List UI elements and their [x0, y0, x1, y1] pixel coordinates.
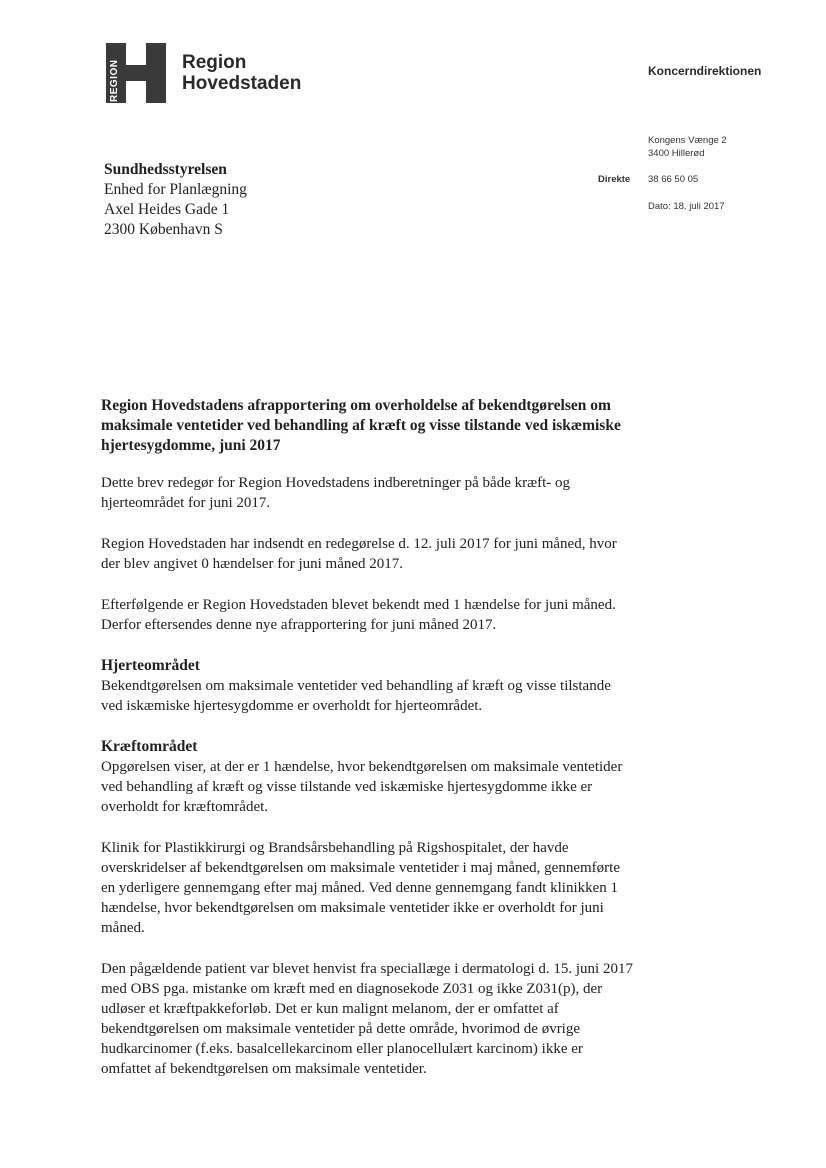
organization-name — [182, 52, 301, 94]
department-name: Koncerndirektionen — [648, 64, 762, 78]
cancer-section-text: Opgørelsen viser, at der er 1 hændelse, hvor bekendtgørelsen om maksimale ventetider ved behandling af kræft og visse tilstande ved iskæmiske hjertesygdomme ikke er overholdt for kræftområdet. — [101, 759, 623, 815]
sender-city: 3400 Hillerød — [648, 148, 705, 159]
direct-phone-number: 38 66 50 05 — [648, 174, 699, 185]
paragraph-intro: Dette brev redegør for Region Hovedstadens indberetninger på både kræft- og hjerteområdet for juni 2017. — [101, 475, 571, 511]
heart-section-heading: Hjerteområdet — [101, 657, 200, 674]
logo-vertical-word: REGION — [109, 59, 120, 103]
heart-section-text: Bekendtgørelsen om maksimale ventetider ved behandling af kræft og visse tilstande ved iskæmiske hjertesygdomme er overholdt for hjerteområdet. — [101, 678, 611, 714]
letter-subject: Region Hovedstadens afrapportering om overholdelse af bekendtgørelsen om maksimale ventetider ved behandling af kræft og visse tilstande ved iskæmiske hjertesygdomme, juni 2017 — [101, 397, 621, 454]
paragraph-patient: Den pågældende patient var blevet henvist fra speciallæge i dermatologi d. 15. juni 2017 med OBS pga. mistanke om kræft med en diagnosekode Z031 og ikke Z031(p), der udløser et kræftpakkeforløb. Det er kun malignt melanom, der er omfattet af bekendtgørelsen om maksimale ventetider på dette område, hvorimod de øvrige hudkarcinomer (f.eks. basalcellekarcinom eller planocellulært karcinom) ikke er omfattet af bekendtgørelsen om maksimale ventetider. — [101, 961, 633, 1077]
recipient-city: 2300 København S — [104, 221, 223, 238]
paragraph-report-submitted: Region Hovedstaden har indsendt en redegørelse d. 12. juli 2017 for juni måned, hvor der blev angivet 0 hændelser for juni måned 2017. — [101, 536, 617, 572]
paragraph-new-event: Efterfølgende er Region Hovedstaden blevet bekendt med 1 hændelse for juni måned. Derfor eftersendes denne nye afrapportering for juni måned 2017. — [101, 597, 616, 633]
paragraph-clinic: Klinik for Plastikkirurgi og Brandsårsbehandling på Rigshospitalet, der havde overskridelser af bekendtgørelsen om maksimale ventetider i maj måned, gennemførte en yderligere gennemgang efter maj måned. Ved denne gennemgang fandt klinikken 1 hændelse, hvor bekendtgørelsen om maksimale ventetider ikke er overholdt for juni måned. — [101, 840, 620, 936]
sender-address — [648, 134, 727, 160]
recipient-name: Sundhedsstyrelsen — [104, 161, 227, 178]
recipient-street: Axel Heides Gade 1 — [104, 201, 230, 218]
organization-name-line1: Region — [182, 52, 247, 73]
organization-name-line2: Hovedstaden — [182, 73, 302, 94]
letter-body — [96, 396, 636, 1100]
recipient-address — [104, 160, 247, 240]
recipient-unit: Enhed for Planlægning — [104, 181, 247, 198]
cancer-section-heading: Kræftområdet — [101, 738, 198, 755]
direct-phone-label: Direkte — [598, 174, 631, 185]
sender-street: Kongens Vænge 2 — [648, 135, 727, 146]
letter-date: Dato: 18. juli 2017 — [648, 201, 725, 212]
